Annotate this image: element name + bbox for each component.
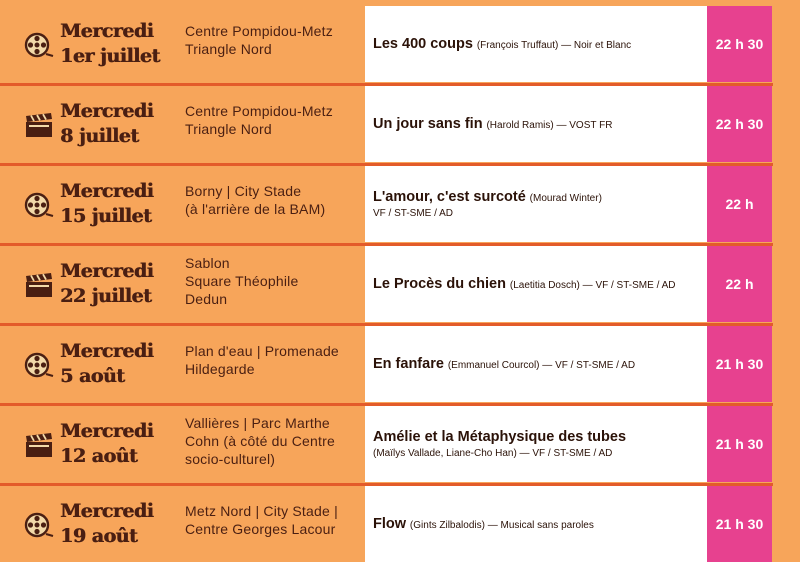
date-cell <box>0 326 185 402</box>
film-cell <box>365 486 707 562</box>
date-cell <box>0 486 185 562</box>
film-title: Un jour sans fin <box>373 115 483 132</box>
film-cell <box>365 326 707 402</box>
place-line: Cohn (à côté du Centre <box>185 433 335 449</box>
place-line: Dedun <box>185 291 228 307</box>
date-cell <box>0 406 185 482</box>
clapperboard-icon <box>24 272 54 298</box>
place-line: Borny | City Stade <box>185 183 302 199</box>
place-line: socio-culturel) <box>185 451 276 467</box>
event-row <box>0 406 800 482</box>
weekday: Mercredi <box>60 100 154 122</box>
event-row <box>0 6 800 82</box>
place-line: Hildegarde <box>185 361 255 377</box>
right-margin <box>773 0 800 533</box>
clapperboard-icon <box>24 112 54 138</box>
film-reel-icon <box>24 352 54 378</box>
film-main-line <box>373 275 699 294</box>
event-row <box>0 246 800 322</box>
screening-time: 21 h 30 <box>707 486 772 562</box>
weekday: Mercredi <box>60 500 154 522</box>
weekday: Mercredi <box>60 340 154 362</box>
film-title: Les 400 coups <box>373 35 473 52</box>
location-cell <box>185 6 365 82</box>
film-title: L'amour, c'est surcoté <box>373 189 526 205</box>
screening-time: 21 h 30 <box>707 326 772 402</box>
film-reel-icon <box>24 512 54 538</box>
film-details: (Gints Zilbalodis) — Musical sans paroles <box>409 519 594 531</box>
location-cell <box>185 246 365 322</box>
event-date: 19 août <box>60 525 138 547</box>
date-cell <box>0 6 185 82</box>
film-main-line <box>373 428 699 447</box>
screening-time: 22 h 30 <box>707 86 772 162</box>
film-details: (Harold Ramis) — VOST FR <box>486 119 613 131</box>
screening-time: 22 h <box>707 246 772 322</box>
location-cell <box>185 406 365 482</box>
location-cell <box>185 166 365 242</box>
event-date: 22 juillet <box>60 285 152 307</box>
place-line: Metz Nord | City Stade | <box>185 503 338 519</box>
weekday: Mercredi <box>60 260 154 282</box>
weekday: Mercredi <box>60 420 154 442</box>
film-main-line <box>373 188 699 207</box>
film-details: (Mourad Winter) <box>529 193 602 204</box>
event-date: 5 août <box>60 365 125 387</box>
screening-time: 22 h <box>707 166 772 242</box>
event-date: 15 juillet <box>60 205 152 227</box>
film-cell <box>365 246 707 322</box>
film-cell <box>365 6 707 82</box>
date-cell <box>0 86 185 162</box>
place-line: Triangle Nord <box>185 121 272 137</box>
weekday: Mercredi <box>60 180 154 202</box>
event-row <box>0 326 800 402</box>
film-subline: VF / ST-SME / AD <box>373 208 454 219</box>
film-cell <box>365 406 707 482</box>
film-title: Le Procès du chien <box>373 275 506 292</box>
film-main-line <box>373 355 699 374</box>
event-row <box>0 486 800 562</box>
film-main-line <box>373 515 699 534</box>
place-line: Square Théophile <box>185 273 299 289</box>
screening-time: 22 h 30 <box>707 6 772 82</box>
location-cell <box>185 86 365 162</box>
event-date: 8 juillet <box>60 125 139 147</box>
film-details: (Emmanuel Courcol) — VF / ST-SME / AD <box>447 359 636 371</box>
location-cell <box>185 326 365 402</box>
film-details: (François Truffaut) — Noir et Blanc <box>476 39 632 51</box>
film-title: En fanfare <box>373 355 444 372</box>
film-title: Amélie et la Métaphysique des tubes <box>373 429 627 445</box>
film-main-line <box>373 35 699 54</box>
place-line: Centre Georges Lacour <box>185 521 336 537</box>
place-line: Sablon <box>185 255 230 271</box>
location-cell <box>185 486 365 562</box>
event-date: 12 août <box>60 445 138 467</box>
date-cell <box>0 166 185 242</box>
film-title: Flow <box>373 515 407 532</box>
film-main-line <box>373 115 699 134</box>
film-reel-icon <box>24 192 54 218</box>
event-row <box>0 86 800 162</box>
date-cell <box>0 246 185 322</box>
place-line: (à l'arrière de la BAM) <box>185 201 326 217</box>
film-reel-icon <box>24 32 54 58</box>
place-line: Centre Pompidou-Metz <box>185 103 333 119</box>
weekday: Mercredi <box>60 20 154 42</box>
film-cell <box>365 166 707 242</box>
place-line: Plan d'eau | Promenade <box>185 343 339 359</box>
film-subline: (Maïlys Vallade, Liane-Cho Han) — VF / ST-SME / AD <box>373 448 613 459</box>
clapperboard-icon <box>24 432 54 458</box>
film-cell <box>365 86 707 162</box>
place-line: Vallières | Parc Marthe <box>185 415 330 431</box>
place-line: Centre Pompidou-Metz <box>185 23 333 39</box>
event-date: 1er juillet <box>60 45 160 67</box>
film-details: (Laetitia Dosch) — VF / ST-SME / AD <box>509 279 676 291</box>
screening-time: 21 h 30 <box>707 406 772 482</box>
place-line: Triangle Nord <box>185 41 272 57</box>
event-row <box>0 166 800 242</box>
